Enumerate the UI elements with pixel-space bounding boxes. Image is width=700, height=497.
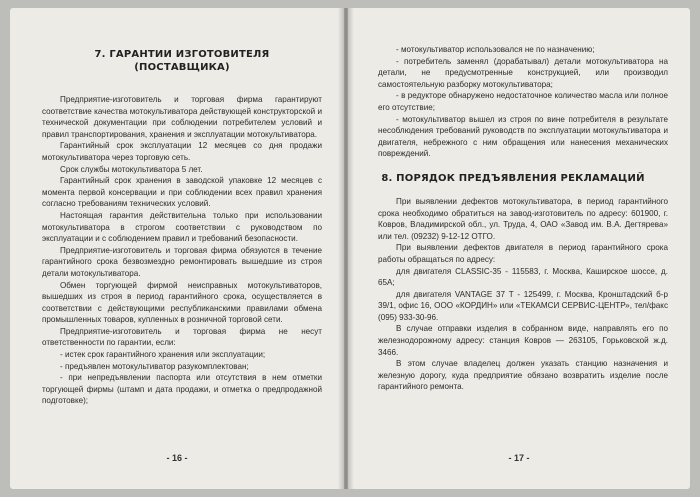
section-7-heading-line1: 7. ГАРАНТИИ ИЗГОТОВИТЕЛЯ: [94, 49, 270, 60]
section-7-heading: [42, 48, 322, 74]
paragraph: В этом случае владелец должен указать станцию назначения и железную дорогу, куда предприятие обязано возвратить изделие после гарантийного ремонта.: [378, 359, 668, 392]
page-number-right: - 17 -: [508, 453, 530, 464]
right-page-content: [348, 8, 690, 489]
page-number-left: - 16 -: [166, 453, 188, 464]
paragraph: для двигателя CLASSIC-35 - 115583, г. Москва, Каширское шоссе, д. 65А;: [378, 266, 668, 288]
book-gutter: [338, 8, 354, 489]
list-item: - в редукторе обнаружено недостаточное количество масла или полное его отсутствие;: [378, 91, 668, 112]
paragraph: Предприятие-изготовитель и торговая фирма гарантируют соответствие качества мотокультиватора действующей конструкторской и технической документации при соблюдении потребителем условий и правил транспортирования, хранения и эксплуатации мотокультиватора.: [42, 95, 322, 139]
paragraph: для двигателя VANTAGE 37 Т - 125499, г. Москва, Кронштадский б-р 39/1, офис 16, ООО «КОРДИН» или «ТЕКАМСИ СЕРВИС-ЦЕНТР», тел/факс (095) 933-30-96.: [378, 289, 668, 322]
paragraph: Обмен торгующей фирмой неисправных мотокультиваторов, вышедших из строя в период гарантийного срока, осуществляется в соответствии с действующими республиканскими правилами обмена промышленных товаров, купленных в розничной торговой сети.: [42, 280, 322, 325]
paragraph: При выявлении дефектов мотокультиватора, в период гарантийного срока необходимо обратиться на завод-изготовитель по адресу: 601900, г. Ковров, Владимирской обл., ул. Труда, 4, ОАО «Завод им. В.А. Дегтярева» или тел. (09232) 9-12-12 ОТГО.: [378, 196, 668, 241]
list-item: - мотокультиватор использовался не по назначению;: [396, 45, 595, 54]
paragraph: Настоящая гарантия действительна только при использовании мотокультиватора в строгом соответствии с руководством по эксплуатации и с соблюдением правил и требований безопасности.: [42, 210, 322, 244]
right-page: [348, 8, 690, 489]
section-8-heading: 8. ПОРЯДОК ПРЕДЪЯВЛЕНИЯ РЕКЛАМАЦИЙ: [381, 172, 645, 184]
paragraph: Срок службы мотокультиватора 5 лет.: [60, 164, 203, 174]
paragraph: Гарантийный срок эксплуатации 12 месяцев со дня продажи мотокультиватора через торговую сеть.: [42, 141, 322, 162]
list-item: - потребитель заменял (дорабатывал) детали мотокультиватора на детали, не предусмотренные конструкцией, или производил самостоятельную разборку мотокультиватора;: [378, 56, 668, 89]
paragraph: Гарантийный срок хранения в заводской упаковке 12 месяцев с момента первой консервации и при соблюдении всех правил хранения согласно требованиям технических условий.: [42, 176, 322, 209]
list-item: - истек срок гарантийного хранения или эксплуатации;: [60, 350, 266, 360]
paragraph: При выявлении дефектов двигателя в период гарантийного срока работы обращаться по адресу:: [378, 243, 668, 264]
paragraph: В случае отправки изделия в собранном виде, направлять его по железнодорожному адресу: станция Ковров — 263105, Горьковской ж.д. 3466.: [378, 324, 668, 357]
list-item: - при непредъявлении паспорта или отсутствия в нем отметки торгующей фирмы (штамп и дата продажи, и отметка о предпродажной подготовке);: [42, 373, 322, 406]
paragraph: Предприятие-изготовитель и торговая фирма не несут ответственности по гарантии, если:: [42, 326, 322, 348]
paragraph: Предприятие-изготовитель и торговая фирма обязуются в течение гарантийного срока безвозмездно ремонтировать вышедшие из строя детали мотокультиватора.: [42, 245, 322, 278]
list-item: - мотокультиватор вышел из строя по вине потребителя в результате несоблюдения требований руководств по эксплуатации мотокультиватора и двигателя, небрежного с ним обращения или нанесения механических повреждений.: [378, 114, 668, 159]
section-7-heading-line2: (ПОСТАВЩИКА): [134, 62, 230, 73]
left-page-content: [10, 8, 344, 489]
left-page: [10, 8, 344, 489]
list-item: - предъявлен мотокультиватор разукомплектован;: [60, 361, 249, 371]
